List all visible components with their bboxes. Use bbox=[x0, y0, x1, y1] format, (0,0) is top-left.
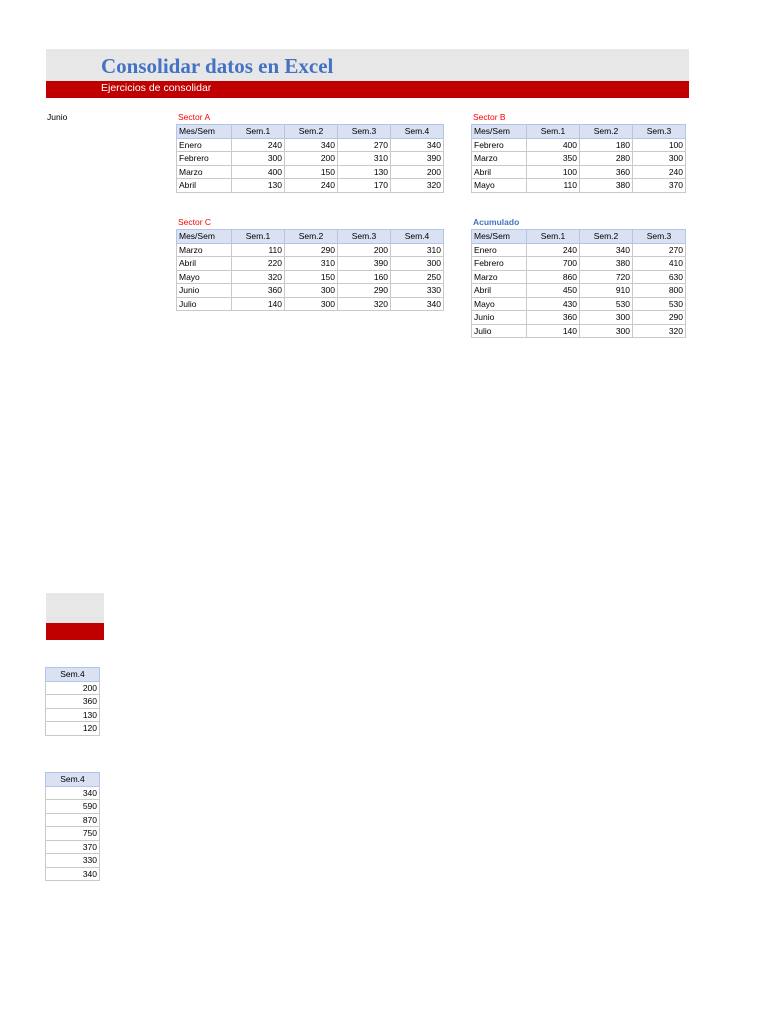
month-cell: Mayo bbox=[472, 179, 527, 193]
acumulado-title: Acumulado bbox=[473, 217, 520, 227]
value-cell: 160 bbox=[338, 270, 391, 284]
value-cell: 320 bbox=[232, 270, 285, 284]
table-row bbox=[177, 270, 444, 284]
month-cell: Abril bbox=[472, 284, 527, 298]
value-cell: 860 bbox=[527, 270, 580, 284]
value-cell: 400 bbox=[527, 138, 580, 152]
table-row bbox=[472, 152, 686, 166]
table-row bbox=[177, 165, 444, 179]
value-cell: 300 bbox=[580, 311, 633, 325]
table-header-row bbox=[177, 230, 444, 244]
value-cell: 330 bbox=[391, 284, 444, 298]
value-cell: 150 bbox=[285, 165, 338, 179]
value-cell: 310 bbox=[338, 152, 391, 166]
column-header: Sem.2 bbox=[285, 125, 338, 139]
value-cell: 360 bbox=[46, 695, 100, 709]
value-cell: 300 bbox=[580, 324, 633, 338]
sector-c-table bbox=[176, 229, 444, 311]
month-cell: Mayo bbox=[177, 270, 232, 284]
value-cell: 310 bbox=[391, 243, 444, 257]
value-cell: 290 bbox=[338, 284, 391, 298]
column-header: Sem.2 bbox=[580, 230, 633, 244]
value-cell: 290 bbox=[633, 311, 686, 325]
value-cell: 300 bbox=[391, 257, 444, 271]
table-header-row bbox=[177, 125, 444, 139]
month-cell: Enero bbox=[177, 138, 232, 152]
value-cell: 320 bbox=[391, 179, 444, 193]
column-header: Sem.3 bbox=[338, 125, 391, 139]
value-cell: 340 bbox=[46, 786, 100, 800]
column-header: Mes/Sem bbox=[472, 125, 527, 139]
table-row bbox=[46, 708, 100, 722]
month-cell: Febrero bbox=[472, 257, 527, 271]
value-cell: 400 bbox=[232, 165, 285, 179]
table-row bbox=[177, 257, 444, 271]
table-row bbox=[46, 681, 100, 695]
value-cell: 200 bbox=[391, 165, 444, 179]
month-cell: Marzo bbox=[472, 270, 527, 284]
table-row bbox=[46, 800, 100, 814]
column-header: Sem.3 bbox=[633, 230, 686, 244]
value-cell: 350 bbox=[527, 152, 580, 166]
value-cell: 100 bbox=[633, 138, 686, 152]
value-cell: 590 bbox=[46, 800, 100, 814]
value-cell: 370 bbox=[633, 179, 686, 193]
table-row bbox=[472, 270, 686, 284]
value-cell: 290 bbox=[285, 243, 338, 257]
month-cell: Marzo bbox=[177, 243, 232, 257]
page-two-red-band bbox=[46, 623, 104, 640]
month-cell: Julio bbox=[177, 297, 232, 311]
value-cell: 300 bbox=[285, 297, 338, 311]
column-header: Sem.4 bbox=[391, 125, 444, 139]
value-cell: 410 bbox=[633, 257, 686, 271]
value-cell: 140 bbox=[232, 297, 285, 311]
month-cell: Febrero bbox=[472, 138, 527, 152]
value-cell: 450 bbox=[527, 284, 580, 298]
value-cell: 340 bbox=[391, 138, 444, 152]
value-cell: 300 bbox=[232, 152, 285, 166]
table-header-row bbox=[472, 230, 686, 244]
table-row bbox=[177, 138, 444, 152]
value-cell: 140 bbox=[527, 324, 580, 338]
column-header: Sem.1 bbox=[232, 230, 285, 244]
month-cell: Febrero bbox=[177, 152, 232, 166]
column-header: Sem.4 bbox=[391, 230, 444, 244]
column-header: Sem.3 bbox=[633, 125, 686, 139]
value-cell: 110 bbox=[527, 179, 580, 193]
month-cell: Abril bbox=[177, 179, 232, 193]
table-row bbox=[472, 297, 686, 311]
month-cell: Marzo bbox=[472, 152, 527, 166]
side-label: Junio bbox=[47, 112, 68, 122]
column-header: Sem.4 bbox=[46, 773, 100, 787]
value-cell: 170 bbox=[338, 179, 391, 193]
table-header-row bbox=[472, 125, 686, 139]
table-row bbox=[472, 284, 686, 298]
month-cell: Mayo bbox=[472, 297, 527, 311]
value-cell: 200 bbox=[338, 243, 391, 257]
table-row bbox=[46, 695, 100, 709]
month-cell: Abril bbox=[472, 165, 527, 179]
value-cell: 430 bbox=[527, 297, 580, 311]
page-title: Consolidar datos en Excel bbox=[101, 54, 334, 78]
table-row bbox=[472, 165, 686, 179]
column-header: Sem.4 bbox=[46, 668, 100, 682]
value-cell: 750 bbox=[46, 827, 100, 841]
table-row bbox=[46, 722, 100, 736]
value-cell: 200 bbox=[285, 152, 338, 166]
value-cell: 200 bbox=[46, 681, 100, 695]
sector-a-table bbox=[176, 124, 444, 193]
value-cell: 120 bbox=[46, 722, 100, 736]
sector-a-title: Sector A bbox=[178, 112, 211, 122]
value-cell: 340 bbox=[391, 297, 444, 311]
value-cell: 320 bbox=[338, 297, 391, 311]
acumulado-table bbox=[471, 229, 686, 338]
value-cell: 300 bbox=[285, 284, 338, 298]
table-row bbox=[177, 179, 444, 193]
value-cell: 700 bbox=[527, 257, 580, 271]
value-cell: 870 bbox=[46, 813, 100, 827]
value-cell: 240 bbox=[527, 243, 580, 257]
column-header: Sem.2 bbox=[285, 230, 338, 244]
table-row bbox=[177, 284, 444, 298]
value-cell: 150 bbox=[285, 270, 338, 284]
value-cell: 360 bbox=[527, 311, 580, 325]
value-cell: 280 bbox=[580, 152, 633, 166]
month-cell: Junio bbox=[177, 284, 232, 298]
column-header: Mes/Sem bbox=[177, 230, 232, 244]
column-header: Sem.1 bbox=[527, 230, 580, 244]
value-cell: 340 bbox=[285, 138, 338, 152]
table-row bbox=[46, 867, 100, 881]
column-header: Mes/Sem bbox=[472, 230, 527, 244]
sector-b-title: Sector B bbox=[473, 112, 506, 122]
month-cell: Julio bbox=[472, 324, 527, 338]
value-cell: 130 bbox=[232, 179, 285, 193]
page-two-gray-band bbox=[46, 593, 104, 623]
value-cell: 530 bbox=[580, 297, 633, 311]
table-row bbox=[46, 840, 100, 854]
value-cell: 310 bbox=[285, 257, 338, 271]
acumulado-sem4-table bbox=[45, 772, 100, 881]
value-cell: 130 bbox=[338, 165, 391, 179]
value-cell: 360 bbox=[232, 284, 285, 298]
table-row bbox=[472, 243, 686, 257]
value-cell: 340 bbox=[580, 243, 633, 257]
value-cell: 530 bbox=[633, 297, 686, 311]
table-row bbox=[46, 854, 100, 868]
sector-b-table bbox=[471, 124, 686, 193]
table-header-row bbox=[46, 773, 100, 787]
value-cell: 240 bbox=[232, 138, 285, 152]
value-cell: 240 bbox=[285, 179, 338, 193]
column-header: Mes/Sem bbox=[177, 125, 232, 139]
column-header: Sem.2 bbox=[580, 125, 633, 139]
value-cell: 180 bbox=[580, 138, 633, 152]
value-cell: 340 bbox=[46, 867, 100, 881]
column-header: Sem.1 bbox=[527, 125, 580, 139]
table-row bbox=[472, 138, 686, 152]
month-cell: Junio bbox=[472, 311, 527, 325]
value-cell: 380 bbox=[580, 257, 633, 271]
value-cell: 390 bbox=[338, 257, 391, 271]
column-header: Sem.3 bbox=[338, 230, 391, 244]
table-row bbox=[177, 152, 444, 166]
value-cell: 300 bbox=[633, 152, 686, 166]
value-cell: 270 bbox=[338, 138, 391, 152]
value-cell: 240 bbox=[633, 165, 686, 179]
table-row bbox=[46, 813, 100, 827]
value-cell: 250 bbox=[391, 270, 444, 284]
value-cell: 320 bbox=[633, 324, 686, 338]
value-cell: 220 bbox=[232, 257, 285, 271]
table-header-row bbox=[46, 668, 100, 682]
value-cell: 330 bbox=[46, 854, 100, 868]
value-cell: 370 bbox=[46, 840, 100, 854]
value-cell: 100 bbox=[527, 165, 580, 179]
value-cell: 110 bbox=[232, 243, 285, 257]
month-cell: Enero bbox=[472, 243, 527, 257]
value-cell: 390 bbox=[391, 152, 444, 166]
table-row bbox=[472, 324, 686, 338]
value-cell: 720 bbox=[580, 270, 633, 284]
value-cell: 800 bbox=[633, 284, 686, 298]
table-row bbox=[46, 786, 100, 800]
value-cell: 910 bbox=[580, 284, 633, 298]
sector-b-sem4-table bbox=[45, 667, 100, 736]
month-cell: Marzo bbox=[177, 165, 232, 179]
column-header: Sem.1 bbox=[232, 125, 285, 139]
page-subtitle: Ejercicios de consolidar bbox=[101, 82, 212, 94]
value-cell: 630 bbox=[633, 270, 686, 284]
sector-c-title: Sector C bbox=[178, 217, 212, 227]
table-row bbox=[177, 243, 444, 257]
table-row bbox=[177, 297, 444, 311]
value-cell: 130 bbox=[46, 708, 100, 722]
value-cell: 380 bbox=[580, 179, 633, 193]
table-row bbox=[472, 179, 686, 193]
value-cell: 360 bbox=[580, 165, 633, 179]
month-cell: Abril bbox=[177, 257, 232, 271]
table-row bbox=[472, 311, 686, 325]
table-row bbox=[472, 257, 686, 271]
table-row bbox=[46, 827, 100, 841]
value-cell: 270 bbox=[633, 243, 686, 257]
